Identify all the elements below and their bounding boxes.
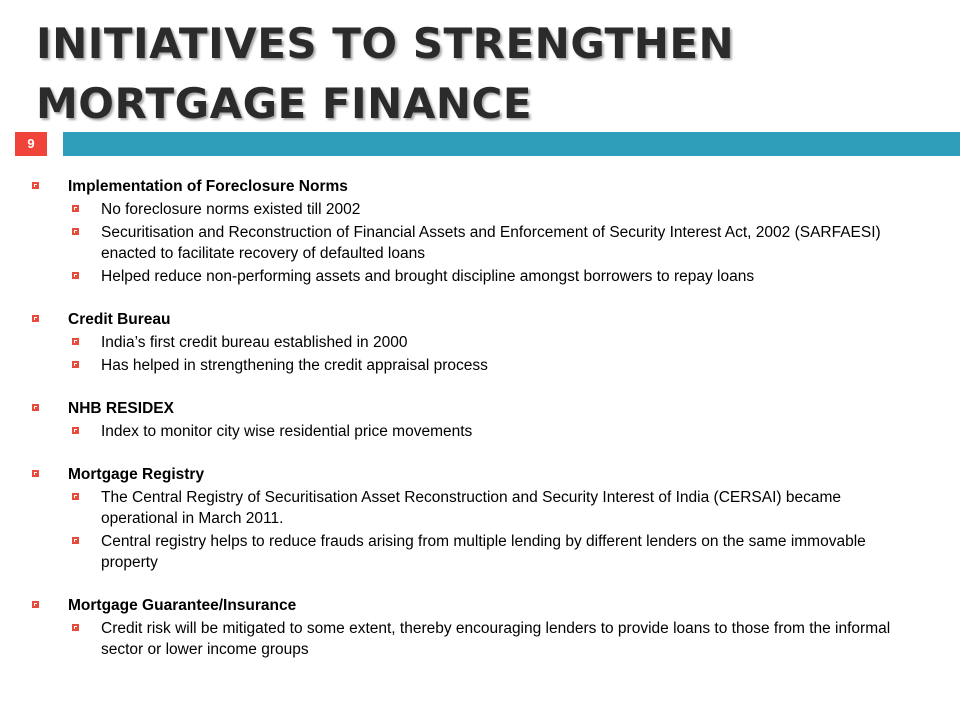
list-item-text: No foreclosure norms existed till 2002 xyxy=(101,201,361,218)
section-heading-text: Mortgage Registry xyxy=(68,466,205,483)
square-bullet-icon xyxy=(72,338,79,345)
list-item-text: Credit risk will be mitigated to some extent, thereby encouraging lenders to provide loans to those from the informal sector or lower income groups xyxy=(101,620,891,658)
section-heading-text: NHB RESIDEX xyxy=(68,400,174,417)
section-heading-text: Implementation of Foreclosure Norms xyxy=(68,178,348,195)
section-heading xyxy=(32,464,922,485)
accent-bar xyxy=(63,132,960,156)
list-item-text: Securitisation and Reconstruction of Financial Assets and Enforcement of Security Interest Act, 2002 (SARFAESI) enacted to facilitate recovery of defaulted loans xyxy=(101,224,881,262)
square-bullet-icon xyxy=(32,315,39,322)
list-item-text: Index to monitor city wise residential price movements xyxy=(101,423,473,440)
square-bullet-icon xyxy=(72,427,79,434)
square-bullet-icon xyxy=(72,361,79,368)
section-credit-bureau xyxy=(32,309,922,376)
slide-number-badge: 9 xyxy=(15,132,47,156)
list-item xyxy=(32,618,922,660)
list-item-text: Helped reduce non-performing assets and brought discipline amongst borrowers to repay loans xyxy=(101,268,755,285)
square-bullet-icon xyxy=(32,404,39,411)
section-heading-text: Mortgage Guarantee/Insurance xyxy=(68,597,297,614)
section-heading xyxy=(32,309,922,330)
section-mortgage-guarantee xyxy=(32,595,922,660)
section-heading xyxy=(32,398,922,419)
list-item xyxy=(32,332,922,353)
slide-title-line-2: MORTGAGE FINANCE xyxy=(36,79,533,128)
section-heading xyxy=(32,595,922,616)
list-item xyxy=(32,421,922,442)
list-item xyxy=(32,222,922,264)
list-item xyxy=(32,355,922,376)
slide-title xyxy=(36,14,936,134)
square-bullet-icon xyxy=(72,624,79,631)
square-bullet-icon xyxy=(32,182,39,189)
list-item xyxy=(32,266,922,287)
section-nhb-residex xyxy=(32,398,922,442)
square-bullet-icon xyxy=(72,537,79,544)
square-bullet-icon xyxy=(72,493,79,500)
square-bullet-icon xyxy=(72,272,79,279)
section-foreclosure-norms xyxy=(32,176,922,287)
list-item xyxy=(32,531,922,573)
section-heading xyxy=(32,176,922,197)
square-bullet-icon xyxy=(72,228,79,235)
section-mortgage-registry xyxy=(32,464,922,573)
list-item-text: Central registry helps to reduce frauds arising from multiple lending by different lenders on the same immovable property xyxy=(101,533,866,571)
square-bullet-icon xyxy=(72,205,79,212)
square-bullet-icon xyxy=(32,601,39,608)
list-item xyxy=(32,199,922,220)
list-item xyxy=(32,487,922,529)
bullet-list xyxy=(32,176,922,660)
section-heading-text: Credit Bureau xyxy=(68,311,171,328)
square-bullet-icon xyxy=(32,470,39,477)
list-item-text: The Central Registry of Securitisation Asset Reconstruction and Security Interest of India (CERSAI) became operational in March 2011. xyxy=(101,489,842,527)
list-item-text: India’s first credit bureau established in 2000 xyxy=(101,334,408,351)
slide-title-line-1: INITIATIVES TO STRENGTHEN xyxy=(36,19,735,68)
list-item-text: Has helped in strengthening the credit appraisal process xyxy=(101,357,488,374)
